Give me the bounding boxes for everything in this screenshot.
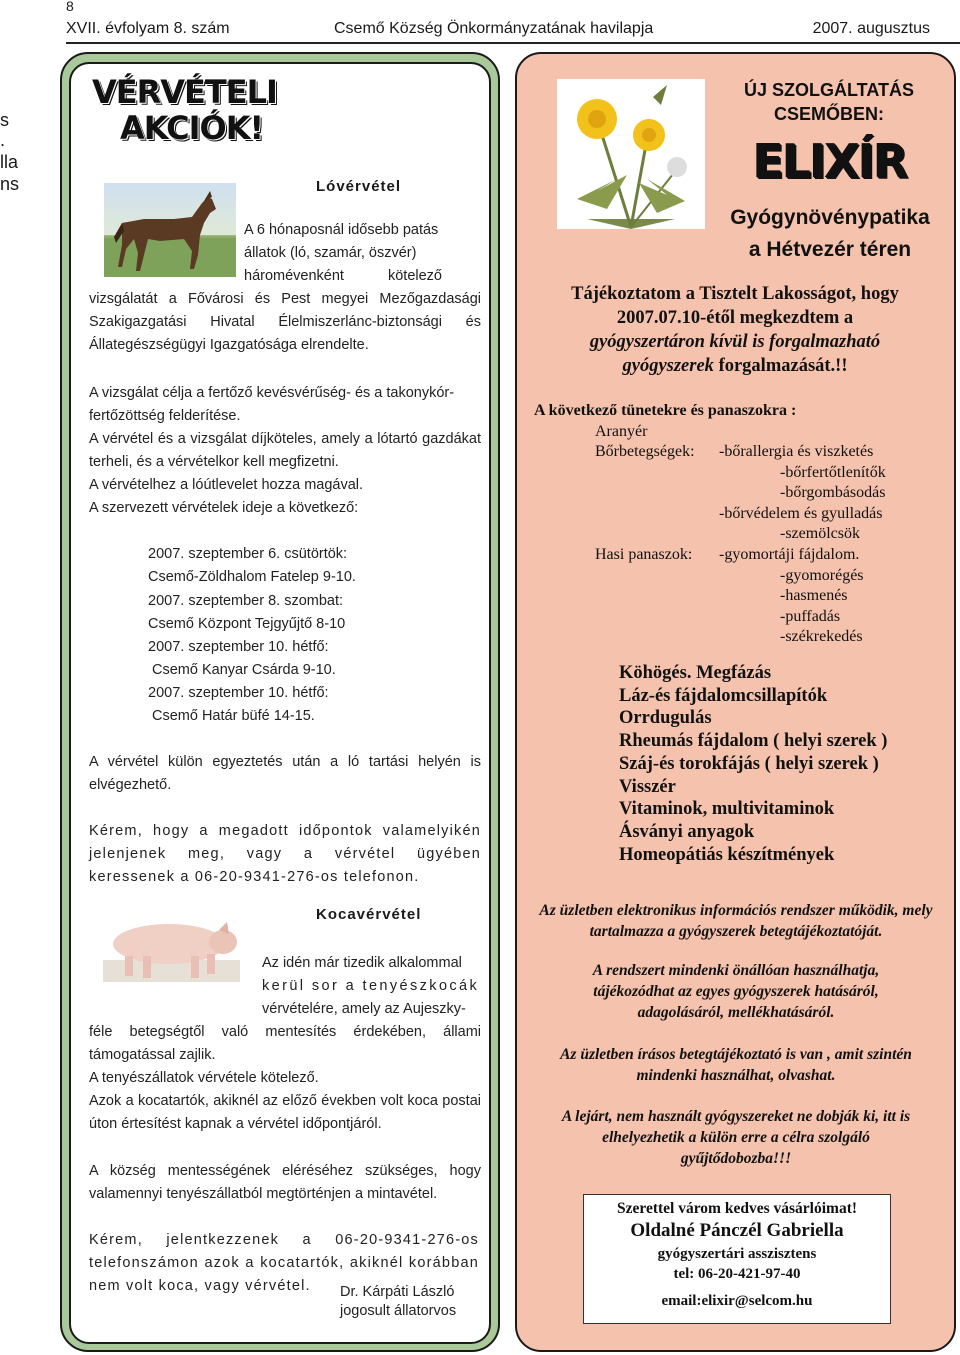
schedule-place: Csemő-Zöldhalom Fatelep 9-10.: [148, 569, 356, 585]
clipped-text: .: [0, 130, 6, 150]
symptom-item: -hasmenés: [780, 587, 848, 604]
paragraph: Kérem, jelentkezzenek a 06-20-9341-276-os telefonszámon azok a kocatartók, akiknél korábban nem volt koca, vagy vérvétel.: [89, 1232, 479, 1294]
section-heading-pig: Kocavérvétel: [316, 906, 422, 923]
symptom-item: -gyomortáji fájdalom.: [719, 546, 860, 563]
pig-photo: [103, 912, 240, 982]
kicker-line: ÚJ SZOLGÁLTATÁS: [744, 80, 914, 100]
paragraph: vérvételére, amely az Aujeszky-: [262, 1001, 466, 1017]
paragraph: A vérvételhez a lóútlevelet hozza magával.: [89, 477, 364, 493]
section-heading-horse: Lóvérvétel: [316, 178, 402, 195]
list-item: Orrdugulás: [619, 708, 712, 729]
paragraph: A vérvétel és a vizsgálat díjköteles, amely a lótartó gazdákat terheli, és a vérvételkor kell megfizetni.: [89, 431, 481, 470]
article-title: [92, 74, 422, 146]
paragraph: háromévenként kötelező: [244, 268, 442, 284]
announcement-line: gyógyszertáron kívül is forgalmazható: [589, 332, 881, 352]
schedule-date: 2007. szeptember 10. hétfő:: [148, 639, 329, 655]
symptom-item: -szemölcsök: [780, 525, 860, 542]
list-item: Köhögés. Megfázás: [619, 663, 772, 683]
list-item: Visszér: [619, 776, 676, 797]
schedule-place: Csemő Kanyar Csárda 9-10.: [152, 662, 336, 678]
signature-name: Dr. Kárpáti László: [340, 1284, 455, 1300]
paragraph: A 6 hónaposnál idősebb patás: [244, 222, 439, 238]
list-item: Ásványi anyagok: [619, 821, 755, 842]
symptom-item: -bőrfertőtlenítők: [780, 464, 886, 481]
schedule-place: Csemő Központ Tejgyűjtő 8-10: [148, 616, 346, 632]
issue-date: 2007. augusztus: [812, 20, 930, 37]
symptom-item: -bőrvédelem és gyulladás: [719, 505, 883, 522]
paragraph: A község mentességének eléréséhez szükséges, hogy valamennyi tenyészállatból megtörténjen a mintavétel.: [89, 1163, 481, 1202]
info-paragraph: Az üzletben elektronikus információs rendszer működik, mely tartalmazza a gyógyszerek betegtájékoztatóját.: [539, 901, 933, 940]
symptom-item: -székrekedés: [780, 628, 863, 645]
announcement: [530, 282, 940, 378]
brand-logo-text: ELIXÍR: [752, 134, 906, 188]
announcement-tail: forgalmazását.!!: [718, 356, 848, 376]
paragraph: vizsgálatát a Fővárosi és Pest megyei Mezőgazdasági Szakigazgatási Hivatal Élelmiszerlánc-biztonsági és Állategészségügyi Igazgatósága elrendelte.: [89, 291, 481, 353]
list-item: Száj-és torokfájás ( helyi szerek ): [619, 753, 879, 774]
signature-title: jogosult állatorvos: [340, 1303, 457, 1319]
subtitle-line: a Hétvezér téren: [748, 238, 912, 261]
header-rule: [66, 42, 960, 44]
symptoms-intro: A következő tünetekre és panaszokra :: [534, 402, 797, 419]
contact-greeting: Szerettel várom kedves vásárlóimat!: [616, 1200, 858, 1217]
horse-photo: [104, 183, 236, 277]
symptom-item: Aranyér: [595, 423, 648, 440]
product-list: [619, 662, 887, 866]
contact-phone: tel: 06-20-421-97-40: [673, 1266, 801, 1282]
symptom-item: -bőrallergia és viszketés: [719, 443, 874, 460]
kicker-line: CSEMŐBEN:: [773, 104, 884, 124]
schedule-date: 2007. szeptember 10. hétfő:: [148, 685, 329, 701]
dandelion-illustration: [557, 79, 705, 229]
paragraph: A szervezett vérvételek ideje a következő:: [89, 500, 359, 516]
subtitle-line: Gyógynövénypatika: [730, 206, 930, 229]
list-item: Láz-és fájdalomcsillapítók: [619, 685, 828, 706]
schedule-place: Csemő Határ büfé 14-15.: [152, 708, 315, 724]
title-line: AKCIÓK!: [120, 109, 264, 147]
announcement-line: [530, 354, 940, 378]
info-paragraph: Az üzletben írásos betegtájékoztató is van , amit szintén mindenki használhat, olvashat.: [560, 1045, 912, 1084]
paragraph: A vérvétel külön egyeztetés után a ló tartási helyén is elvégezhető.: [89, 754, 481, 793]
issue-label: XVII. évfolyam 8. szám: [66, 20, 230, 37]
clipped-text: s: [0, 110, 9, 130]
clipped-text: lla: [0, 152, 19, 172]
paragraph: Azok a kocatartók, akiknél az előző években volt koca postai úton értesítést kapnak a vérvétel időpontjáról.: [89, 1093, 481, 1132]
symptom-group-label: Hasi panaszok:: [595, 546, 693, 563]
paragraph: Kérem, hogy a megadott időpontok valamelyikén jelenjenek meg, vagy a vérvétel ügyében keressenek a 06-20-9341-276-os telefonon.: [89, 823, 481, 885]
announcement-kicker: [718, 78, 940, 126]
paragraph: A tenyészállatok vérvétele kötelező.: [89, 1070, 319, 1086]
publication-title: Csemő Község Önkormányzatának havilapja: [334, 20, 654, 37]
contact-title: gyógyszertári asszisztens: [657, 1246, 817, 1262]
symptom-group-label: Bőrbetegségek:: [595, 443, 695, 460]
info-paragraph: A rendszert mindenki önállóan használhatja, tájékozódhat az egyes gyógyszerek hatásáról, adagolásáról, mellékhatásáról.: [592, 961, 880, 1021]
brand-subtitle: [700, 202, 960, 266]
clipped-text: ns: [0, 174, 20, 194]
symptom-item: -puffadás: [780, 608, 841, 625]
list-item: Homeopátiás készítmények: [619, 844, 835, 865]
symptom-item: -bőrgombásodás: [780, 484, 886, 501]
info-paragraph: A lejárt, nem használt gyógyszereket ne dobják ki, itt is elhelyezhetik a külön erre a célra szolgáló gyűjtődobozba!!!: [561, 1107, 911, 1167]
list-item: Vitaminok, multivitaminok: [619, 799, 835, 820]
paragraph: kerül sor a tenyészkocák: [262, 978, 480, 994]
paragraph: féle betegségtől való mentesítés érdekében, állami támogatással zajlik.: [89, 1024, 481, 1063]
paragraph: állatok (ló, szamár, öszvér): [244, 245, 417, 261]
paragraph: Az idén már tizedik alkalommal: [262, 955, 462, 971]
announcement-line: Tájékoztatom a Tisztelt Lakosságot, hogy: [571, 284, 899, 304]
page-number: 8: [66, 0, 74, 14]
schedule-date: 2007. szeptember 8. szombat:: [148, 593, 344, 609]
symptom-item: -gyomorégés: [780, 567, 864, 584]
paragraph: A vizsgálat célja a fertőző kevésvérűség- és a takonykór-fertőzöttség felderítése.: [89, 385, 455, 424]
contact-name: Oldalné Pánczél Gabriella: [630, 1220, 844, 1241]
announcement-line: 2007.07.10-étől megkezdtem a: [616, 308, 854, 328]
title-line: VÉRVÉTELI: [92, 73, 277, 111]
schedule-date: 2007. szeptember 6. csütörtök:: [148, 546, 348, 562]
list-item: Rheumás fájdalom ( helyi szerek ): [619, 731, 888, 752]
announcement-emphasis: gyógyszerek: [622, 356, 714, 376]
contact-email[interactable]: email:elixir@selcom.hu: [661, 1293, 813, 1309]
